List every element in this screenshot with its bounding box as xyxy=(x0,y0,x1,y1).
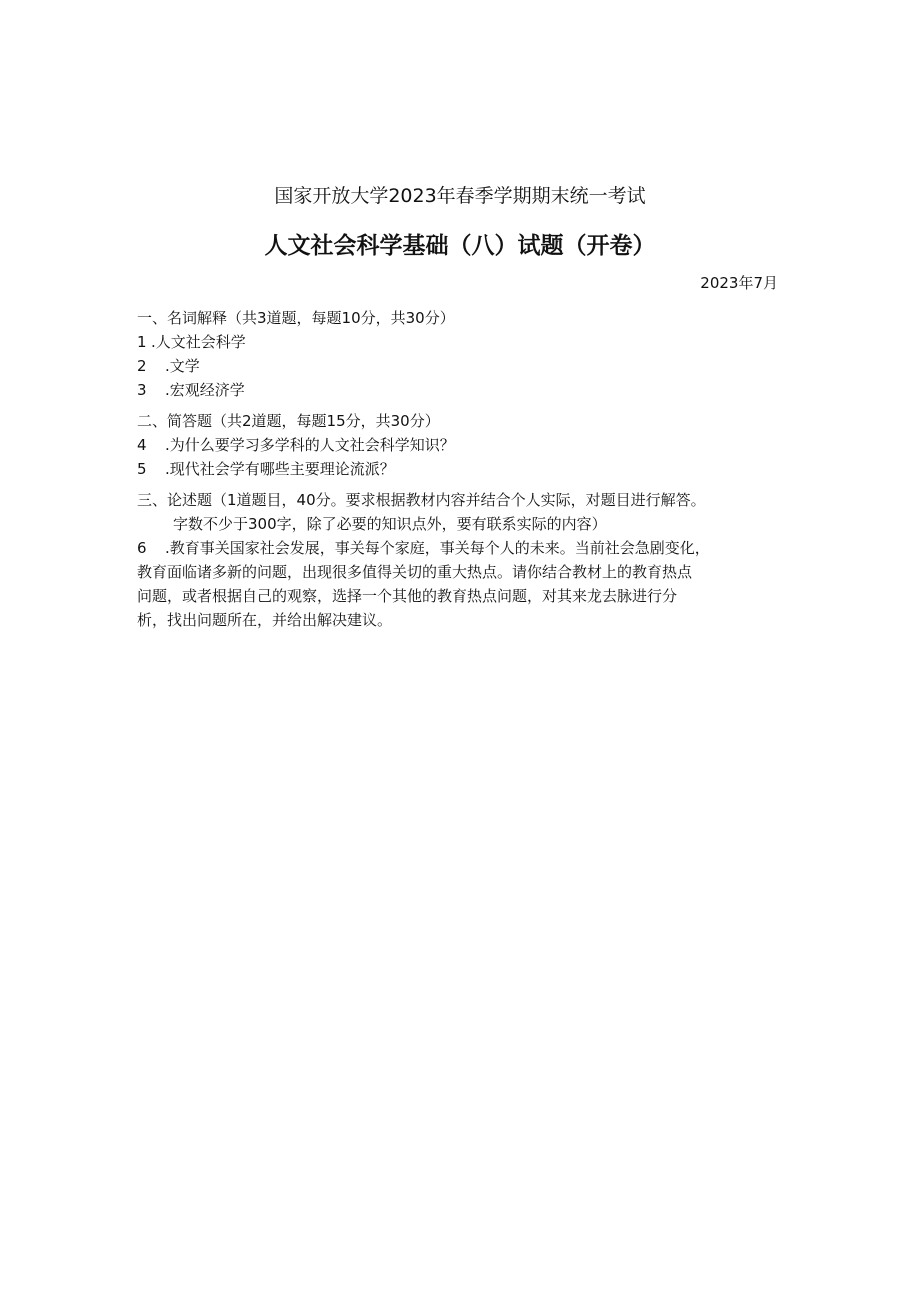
essay-question-line: 析，找出问题所在，并给出解决建议。 xyxy=(137,611,393,629)
institution-line: 国家开放大学2023年春季学期期末统一考试 xyxy=(274,185,646,207)
question-number: 4 xyxy=(137,436,147,454)
question-number: 5 xyxy=(137,460,147,478)
section-essay xyxy=(137,488,807,632)
essay-question-line: 教育面临诸多新的问题，出现很多值得关切的重大热点。请你结合教材上的教育热点 xyxy=(137,563,693,581)
section-heading: 二、简答题（共2道题，每题15分，共30分） xyxy=(137,412,440,430)
question-text: .现代社会学有哪些主要理论流派？ xyxy=(165,460,395,478)
question-item xyxy=(137,457,807,481)
question-number: 6 xyxy=(137,539,147,557)
question-item xyxy=(137,330,807,354)
section-heading: 一、名词解释（共3道题，每题10分，共30分） xyxy=(137,309,455,327)
question-item xyxy=(137,354,807,378)
section-heading: 三、论述题（1道题目，40分。要求根据教材内容并结合个人实际，对题目进行解答。 xyxy=(137,491,706,509)
section-heading-continued: 字数不少于300字，除了必要的知识点外，要有联系实际的内容） xyxy=(173,515,607,533)
question-item xyxy=(137,433,807,457)
question-number: 1 xyxy=(137,333,147,351)
exam-date: 2023年7月 xyxy=(700,274,778,292)
section-short-answer xyxy=(137,409,807,481)
question-item xyxy=(137,378,807,402)
section-term-definitions xyxy=(137,306,807,402)
question-text: .为什么要学习多学科的人文社会科学知识？ xyxy=(165,436,455,454)
question-text: .人文社会科学 xyxy=(151,333,246,351)
essay-question-line xyxy=(137,536,807,560)
exam-title: 人文社会科学基础（八）试题（开卷） xyxy=(264,233,656,259)
question-text: .教育事关国家社会发展，事关每个家庭，事关每个人的未来。当前社会急剧变化， xyxy=(165,539,710,557)
exam-content xyxy=(137,306,807,639)
question-number: 3 xyxy=(137,381,147,399)
question-text: .文学 xyxy=(165,357,200,375)
question-text: .宏观经济学 xyxy=(165,381,245,399)
question-number: 2 xyxy=(137,357,147,375)
essay-question-line: 问题，或者根据自己的观察，选择一个其他的教育热点问题，对其来龙去脉进行分 xyxy=(137,587,678,605)
